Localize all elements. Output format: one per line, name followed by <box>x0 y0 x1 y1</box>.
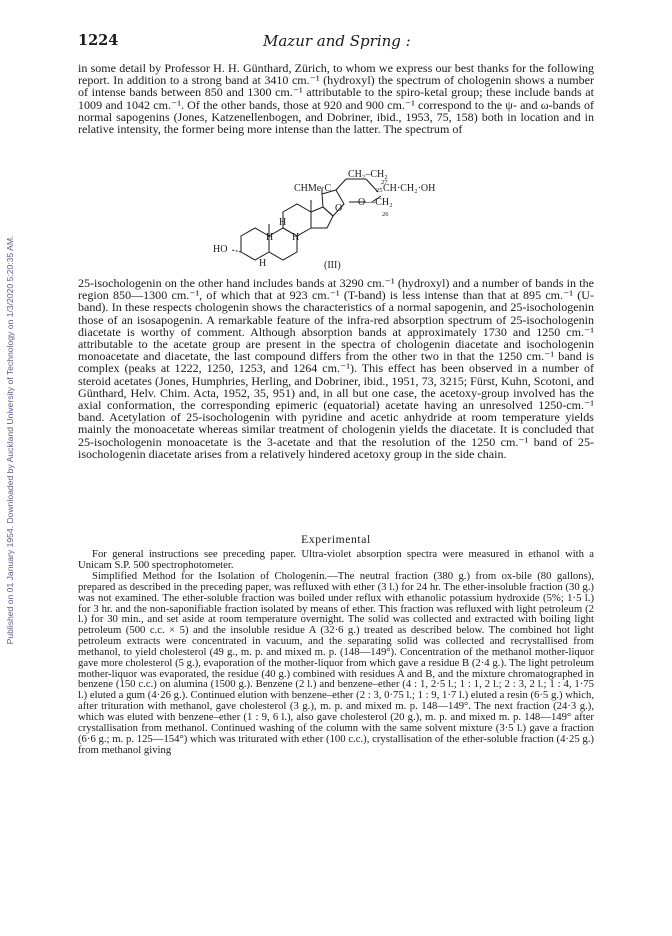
locant-27: 27 <box>381 179 388 186</box>
hydrogen-c14: H <box>292 232 300 243</box>
locant-25: 25 <box>376 187 383 194</box>
page-number: 1224 <box>78 32 119 49</box>
paragraph-isolation: Simplified Method for the Isolation of Chologenin.—The neutral fraction (380 g.) from ox-bile (80 gallons), prepared as described in the preceding paper, was refluxed with ether (3 l.) for 24 hr. The ether-insoluble fraction (30 g.) was not examined. The ether-soluble fraction was boiled under reflux with ethanolic potassium hydroxide (5%; 1·5 l.) for 3 hr. and the non-saponifiable fraction isolated by means of ether. This fraction was refluxed with light petroleum (2 l.) for 30 min., and set aside at room temperature overnight. The solid was collected and extracted with boiling light petroleum (500 c.c. × 5) and the insoluble residue A (32·6 g.) treated as described below. The combined hot light petroleum extracts were concentrated in vacuum, and the separating solid was collected and recrystallised from methanol, to yield cholesterol (49 g., m. p. and mixed m. p. (148—149°). Concentration of the methanol mother-liquor gave more cholesterol (5 g.), evaporation of the mother-liquor from which gave a residue B (2·4 g.). The light petroleum mother-liquor was evaporated, the residue (40 g.) combined with residues A and B, and the mixture chromatographed in benzene (150 c.c.) on alumina (1500 g.). Benzene (2 l.) and benzene–ether (4 : 1, 2·5 l.; 1 : 1, 2 l.; 2 : 3, 2 l.; 1 : 4, 1·75 l.) eluted a gum (4·26 g.). Continued elution with benzene–ether (2 : 3, 0·75 l.; 1 : 9, 1·7 l.) eluted a resin (6·5 g.) which, after trituration with methanol, gave cholesterol (3 g.), m. p. and mixed m. p. 148—149°. The next fraction (24·3 g.), which was eluted with benzene–ether (1 : 9, 6 l.), also gave cholesterol (20 g.), m. p. and mixed m. p. 148—149° after crystallisation from methanol. Continued washing of the column with the same solvent mixture (3·5 l.) gave a fraction (6·6 g.; m. p. 125—154°) which was triturated with ether (100 c.c.), crystallisation of the ether-soluble fraction (4·25 g.) from methanol giving <box>78 570 594 756</box>
steroid-skeleton-drawing <box>200 170 480 274</box>
paragraph-intro: in some detail by Professor H. H. Günthard, Zürich, to whom we express our best thanks for the following report. In addition to a strong band at 3410 cm.⁻¹ (hydroxyl) the spectrum of chologenin shows a number of intense bands between 850 and 1300 cm.⁻¹ attributable to the spiro-ketal group; these include bands at 1009 and 1042 cm.⁻¹. Of the other bands, those at 920 and 900 cm.⁻¹ correspond to the ψ- and ω-bands of normal sapogenins (Jones, Katzenellenbogen, and Dobriner, ibid., 1953, 75, 158) both in location and in relative intensity, the former being more intense than the latter. The spectrum of <box>78 61 594 137</box>
hydrogen-c9: H <box>279 217 287 228</box>
hydroxyl-label: HO <box>213 244 228 255</box>
hydrogen-c5: H <box>259 258 267 269</box>
paragraph-isochologenin: 25-isochologenin on the other hand includes bands at 3290 cm.⁻¹ (hydroxyl) and a number of bands in the region 850—1300 cm.⁻¹, of which that at 923 cm.⁻¹ (T-band) is less intense than that at 895 cm.⁻¹ (U-band). In these respects chologenin shows the characteristics of a normal sapogenin, and 25-isochologenin those of an isosapogenin. A remarkable feature of the infra-red absorption spectrum of 25-isochologenin diacetate is worthy of comment. Although absorption bands at approximately 1730 and 1250 cm.⁻¹ attributable to the acetate group are present in the spectra of chologenin diacetate and isochologenin monoacetate and diacetate, the last compound differs from the other two in that the 1250 cm.⁻¹ band is complex (peaks at 1222, 1250, 1253, and 1264 cm.⁻¹). This effect has been observed in a number of steroid acetates (Jones, Humphries, Herling, and Dobriner, ibid., 1951, 73, 3215; Fürst, Kuhn, Scotoni, and Günthard, Helv. Chim. Acta, 1952, 35, 951) and, in all but one case, the acetoxy-group involved has the axial conformation, the corresponding epimeric (equatorial) acetate having an unresolved 1250-cm.⁻¹ band. Acetylation of 25-isochologenin with pyridine and acetic anhydride at room temperature yields mainly the monoacetate whereas similar treatment of chologenin yields the diacetate. It is concluded that 25-isochologenin monoacetate is the 3-acetate and that the resolution of the 1250 cm.⁻¹ band of 25-isochologenin diacetate arises from a relatively hindered acetoxy group in the side chain. <box>78 276 594 461</box>
ring-oxygen-label: O <box>335 203 343 214</box>
ring-d <box>311 207 333 228</box>
running-title: Mazur and Spring : <box>263 32 411 50</box>
hydrogen-c8: H <box>266 232 274 243</box>
page-header <box>78 32 594 54</box>
paragraph-general: For general instructions see preceding paper. Ultra-violet absorption spectra were measured in ethanol with a Unicam S.P. 500 spectrophotometer. <box>78 548 594 571</box>
section-heading-experimental: Experimental <box>301 533 371 546</box>
ring-a <box>241 228 269 260</box>
side-chain-top: CH₂–CH₂ <box>348 169 388 180</box>
download-notice <box>3 95 17 785</box>
compound-label: (III) <box>324 260 341 271</box>
structural-formula-iii <box>200 170 480 274</box>
download-notice-text: Published on 01 January 1954. Downloaded by Auckland University of Technology on 1/3/2020 5:20:35 AM. <box>5 235 15 645</box>
spiro-bond-up <box>336 179 346 190</box>
side-chain-chme: CHMe·C <box>294 183 332 194</box>
ring-f-right-group: CH·CH₂·OH <box>383 183 436 194</box>
hydroxyl-bond <box>232 250 241 252</box>
locant-26: 26 <box>382 211 389 218</box>
ring-f-ether-label: O—CH₂ <box>358 197 393 208</box>
